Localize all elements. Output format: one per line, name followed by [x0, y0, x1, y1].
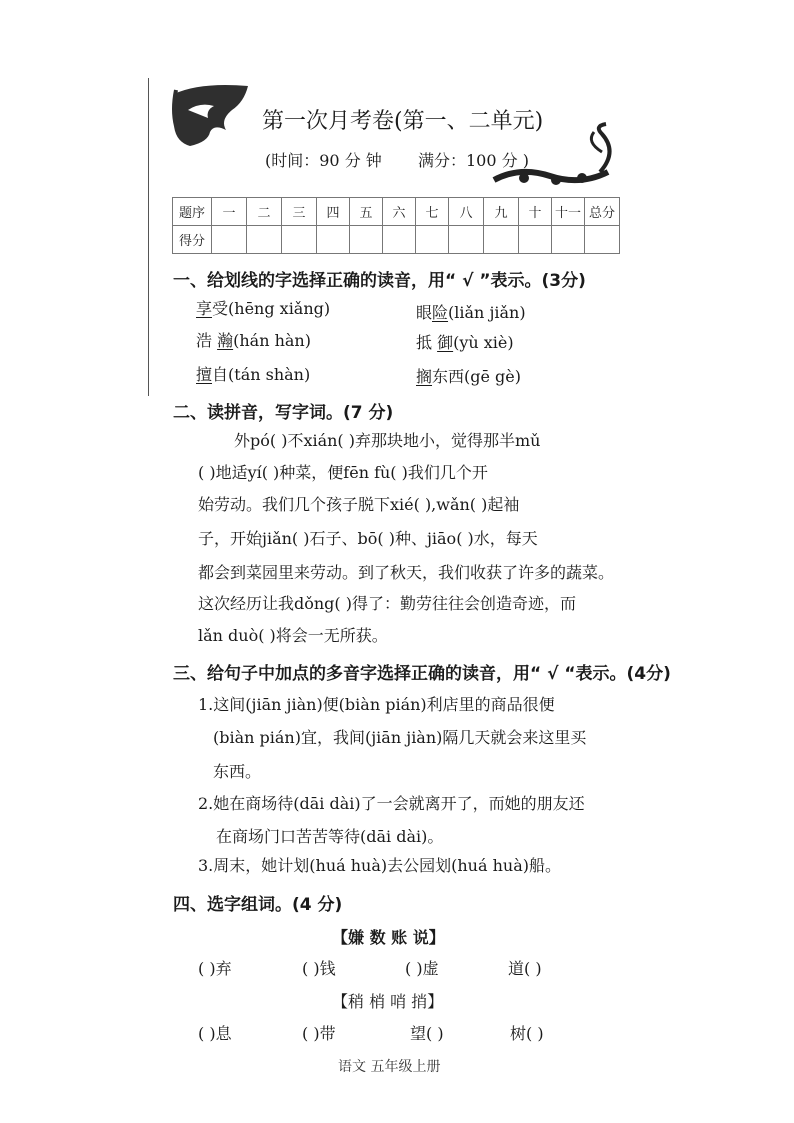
score-cell: 二 — [247, 198, 282, 226]
q1-item-prefix: 浩 — [196, 331, 218, 350]
q1-item-4 — [416, 330, 514, 353]
section-1-title: 一、给划线的字选择正确的读音，用“ √ ”表示。(3分) — [173, 271, 586, 291]
q1-item-text: (yù xiè) — [453, 333, 514, 352]
q4-blank: ( )息 — [198, 1024, 232, 1043]
score-table-score-row — [173, 226, 620, 254]
q3-line: 在商场门口苦苦等待(dāi dài)。 — [216, 827, 444, 846]
q1-item-text: (hán hàn) — [233, 331, 311, 350]
q1-item-2 — [416, 300, 526, 323]
score-table — [172, 197, 620, 254]
exam-title: 第一次月考卷(第一、二单元) — [262, 109, 544, 134]
binding-margin-line — [148, 78, 149, 396]
score-table-header-row — [173, 198, 620, 226]
score-cell: 三 — [282, 198, 317, 226]
score-input-cell[interactable] — [519, 226, 552, 254]
score-input-cell[interactable] — [484, 226, 519, 254]
score-input-cell[interactable] — [282, 226, 317, 254]
q4-blank: ( )弃 — [198, 959, 232, 978]
score-row-label: 得分 — [173, 226, 212, 254]
score-input-cell[interactable] — [585, 226, 620, 254]
q1-item-prefix: 抵 — [416, 333, 438, 352]
underlined-char: 御 — [437, 333, 454, 352]
q3-line: 东西。 — [213, 762, 262, 781]
q1-item-text: (liǎn jiǎn) — [448, 303, 526, 322]
score-input-cell[interactable] — [449, 226, 484, 254]
q1-item-6 — [416, 364, 521, 387]
leaf-logo-icon — [170, 80, 252, 148]
q4-blank: ( )虚 — [405, 959, 439, 978]
q2-line: ( )地适yí( )种菜，便fēn fù( )我们几个开 — [198, 463, 488, 482]
page-footer: 语文 五年级上册 — [338, 1059, 441, 1075]
score-input-cell[interactable] — [416, 226, 449, 254]
section-4-title: 四、选字组词。(4 分) — [173, 895, 343, 915]
score-cell: 十一 — [552, 198, 585, 226]
char-group-1: 【嫌 数 账 说】 — [332, 928, 445, 947]
q2-line: 这次经历让我dǒng( )得了：勤劳往往会创造奇迹，而 — [198, 594, 576, 613]
score-cell: 总分 — [585, 198, 620, 226]
score-cell: 九 — [484, 198, 519, 226]
q1-item-prefix: 眼 — [416, 303, 433, 322]
score-cell: 十 — [519, 198, 552, 226]
q4-blank: ( )钱 — [302, 959, 336, 978]
score-input-cell[interactable] — [552, 226, 585, 254]
q2-line: 始劳动。我们几个孩子脱下xié( ),wǎn( )起袖 — [198, 495, 520, 514]
score-cell: 五 — [350, 198, 383, 226]
q1-item-text: 自(tán shàn) — [212, 365, 311, 384]
q2-line: lǎn duò( )将会一无所获。 — [198, 626, 388, 645]
exam-time: (时间：90 分 钟 — [265, 151, 382, 170]
q2-line: 子，开始jiǎn( )石子、bō( )种、jiāo( )水，每天 — [198, 529, 538, 548]
exam-full-score: 满分：100 分 ) — [418, 151, 529, 170]
score-cell: 题序 — [173, 198, 212, 226]
score-input-cell[interactable] — [350, 226, 383, 254]
q1-item-text: 受(hēng xiǎng) — [212, 299, 331, 318]
section-2-title: 二、读拼音，写字词。(7 分) — [173, 403, 394, 423]
score-input-cell[interactable] — [247, 226, 282, 254]
q2-line: 外pó( )不xián( )弃那块地小，觉得那半mǔ — [234, 431, 541, 450]
underlined-char: 享 — [196, 299, 213, 318]
q3-line: 1.这间(jiān jiàn)便(biàn pián)利店里的商品很便 — [198, 695, 555, 714]
q3-line: (biàn pián)宜，我间(jiān jiàn)隔几天就会来这里买 — [213, 728, 587, 747]
score-cell: 七 — [416, 198, 449, 226]
q3-line: 3.周末，她计划(huá huà)去公园划(huá huà)船。 — [198, 856, 562, 875]
q1-item-3 — [196, 328, 311, 351]
score-cell: 八 — [449, 198, 484, 226]
underlined-char: 瀚 — [217, 331, 234, 350]
score-input-cell[interactable] — [317, 226, 350, 254]
q4-blank: 望( ) — [410, 1024, 444, 1043]
q4-blank: 道( ) — [508, 959, 542, 978]
char-group-2: 【稍 梢 哨 捎】 — [332, 992, 444, 1011]
underlined-char: 险 — [432, 303, 449, 322]
underlined-char: 擅 — [196, 365, 213, 384]
q3-line: 2.她在商场待(dāi dài)了一会就离开了，而她的朋友还 — [198, 794, 585, 813]
score-cell: 一 — [212, 198, 247, 226]
score-cell: 四 — [317, 198, 350, 226]
score-input-cell[interactable] — [212, 226, 247, 254]
q4-blank: ( )带 — [302, 1024, 336, 1043]
underlined-char: 搁 — [416, 367, 433, 386]
score-input-cell[interactable] — [383, 226, 416, 254]
decorative-swirl-icon — [490, 122, 620, 192]
score-cell: 六 — [383, 198, 416, 226]
q1-item-1 — [196, 296, 330, 319]
q4-blank: 树( ) — [510, 1024, 544, 1043]
section-3-title: 三、给句子中加点的多音字选择正确的读音，用“ √ “表示。(4分) — [173, 664, 671, 684]
q2-line: 都会到菜园里来劳动。到了秋天，我们收获了许多的蔬菜。 — [198, 563, 615, 582]
q1-item-text: 东西(gē gè) — [432, 367, 522, 386]
q1-item-5 — [196, 362, 310, 385]
